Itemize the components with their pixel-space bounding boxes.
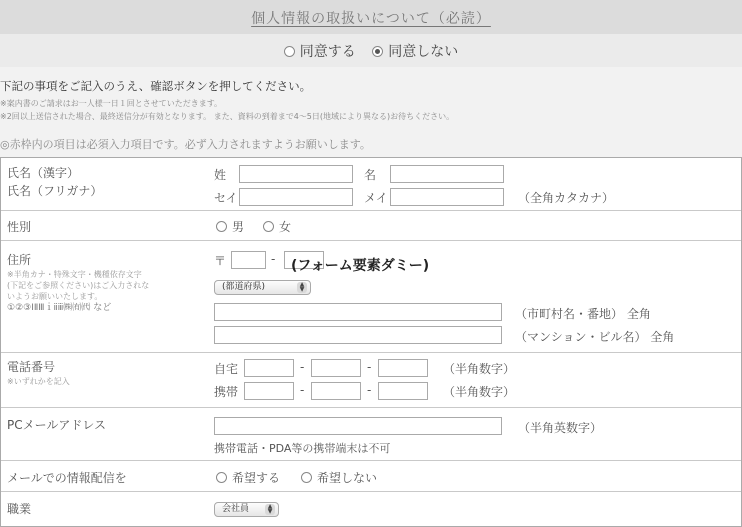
phone-note: ※いずれかを記入 <box>7 377 70 386</box>
application-form <box>0 157 742 527</box>
address-label: 住所 <box>7 253 32 267</box>
male-radio[interactable] <box>216 221 227 232</box>
home-digit-note: （半角数字） <box>443 362 516 376</box>
postal-mark: 〒 <box>214 254 227 268</box>
occupation-row <box>1 491 741 526</box>
mobile-phone-2-input[interactable] <box>311 382 361 400</box>
mobile-phone-1-input[interactable] <box>244 382 294 400</box>
header-bar <box>0 0 742 34</box>
newsletter-no-radio[interactable] <box>301 472 312 483</box>
email-row <box>1 407 741 461</box>
address-note-1: ※半角カナ・特殊文字・機種依存文字 <box>7 270 142 279</box>
email-input[interactable] <box>214 417 502 435</box>
occupation-label: 職業 <box>7 502 32 516</box>
mei-kana-label: メイ <box>364 191 388 205</box>
consent-bar <box>0 34 742 67</box>
city-note: （市町村名・番地） 全角 <box>515 307 651 321</box>
postal-code-1-input[interactable] <box>231 251 266 269</box>
newsletter-label: メールでの情報配信を <box>7 471 127 485</box>
sei-kana-label: セイ <box>214 191 238 205</box>
newsletter-yes-radio[interactable] <box>216 472 227 483</box>
mobile-phone-dash-2: - <box>367 383 372 397</box>
home-phone-3-input[interactable] <box>378 359 428 377</box>
intro-note-1: ※案内書のご請求はお一人様一日１回とさせていただきます。 <box>0 99 223 108</box>
gender-row <box>1 210 741 241</box>
mobile-phone-3-input[interactable] <box>378 382 428 400</box>
male-label[interactable]: 男 <box>232 220 245 234</box>
intro-section <box>0 67 742 160</box>
newsletter-yes-label[interactable]: 希望する <box>232 471 281 485</box>
select-arrows-icon[interactable]: ▲ ▼ <box>297 282 307 293</box>
name-kanji-label: 氏名（漢字） <box>7 166 80 180</box>
address-note-4: ①②③ⅠⅡⅢｉⅱⅲ㈱㈲㈹ など <box>7 303 112 313</box>
building-note: （マンション・ビル名） 全角 <box>515 330 675 344</box>
female-radio[interactable] <box>263 221 274 232</box>
city-input[interactable] <box>214 303 502 321</box>
email-label: PCメールアドレス <box>7 418 107 432</box>
home-phone-1-input[interactable] <box>244 359 294 377</box>
newsletter-yes-option[interactable] <box>216 469 280 486</box>
sei-input[interactable] <box>239 165 353 183</box>
select-arrows-icon[interactable]: ▲ ▼ <box>265 504 275 515</box>
address-row <box>1 240 741 353</box>
newsletter-no-option[interactable] <box>301 469 377 486</box>
newsletter-row <box>1 460 741 492</box>
disagree-label[interactable]: 同意しない <box>388 44 459 60</box>
disagree-radio[interactable] <box>372 46 383 57</box>
agree-label[interactable]: 同意する <box>299 44 356 60</box>
gender-male-option[interactable] <box>216 218 244 235</box>
postal-dash: - <box>271 252 276 266</box>
occupation-select[interactable] <box>214 502 279 517</box>
mei-kana-input[interactable] <box>390 188 504 206</box>
required-notice: ◎赤枠内の項目は必須入力項目です。必ず入力されますようお願いします。 <box>0 138 371 151</box>
mei-label: 名 <box>364 168 377 182</box>
agree-radio[interactable] <box>284 46 295 57</box>
home-phone-dash-1: - <box>300 360 305 374</box>
home-phone-label: 自宅 <box>214 362 239 376</box>
form-element-dummy: (フォーム要素ダミー) <box>291 258 430 274</box>
privacy-policy-text[interactable]: 個人情報の取扱いについて（必読） <box>251 11 491 27</box>
occupation-value[interactable]: 会社員 <box>222 504 250 514</box>
building-input[interactable] <box>214 326 502 344</box>
privacy-policy-link[interactable] <box>0 8 742 28</box>
newsletter-no-label[interactable]: 希望しない <box>317 471 378 485</box>
name-row <box>1 158 741 211</box>
home-phone-2-input[interactable] <box>311 359 361 377</box>
mobile-digit-note: （半角数字） <box>443 385 516 399</box>
gender-label: 性別 <box>7 220 32 234</box>
sei-label: 姓 <box>214 168 227 182</box>
address-note-2: (下記をご参照ください)はご入力されな <box>7 281 150 290</box>
home-phone-dash-2: - <box>367 360 372 374</box>
email-note: （半角英数字） <box>518 421 603 435</box>
prefecture-value[interactable]: (都道府県) <box>222 282 266 292</box>
email-sub-note: 携帯電話・PDA等の携帯端末は不可 <box>214 442 391 455</box>
phone-label: 電話番号 <box>7 360 56 374</box>
female-label[interactable]: 女 <box>279 220 292 234</box>
address-note-3: いようお願いいたします。 <box>7 292 103 301</box>
mei-input[interactable] <box>390 165 504 183</box>
gender-female-option[interactable] <box>263 218 291 235</box>
prefecture-select[interactable] <box>214 280 311 295</box>
phone-row <box>1 352 741 408</box>
consent-agree-option[interactable] <box>284 41 356 61</box>
consent-disagree-option[interactable] <box>372 41 458 61</box>
sei-kana-input[interactable] <box>239 188 353 206</box>
name-kana-label: 氏名（フリガナ） <box>7 184 103 198</box>
intro-note-2: ※2回以上送信された場合、最終送信分が有効となります。 また、資料の到着まで4〜5日(地域により異なる)お待ちください。 <box>0 112 455 121</box>
intro-instruction: 下記の事項をご記入のうえ、確認ボタンを押してください。 <box>0 79 312 93</box>
consent-group <box>0 41 742 61</box>
kana-note: （全角カタカナ） <box>518 191 615 205</box>
mobile-phone-dash-1: - <box>300 383 305 397</box>
mobile-phone-label: 携帯 <box>214 385 239 399</box>
